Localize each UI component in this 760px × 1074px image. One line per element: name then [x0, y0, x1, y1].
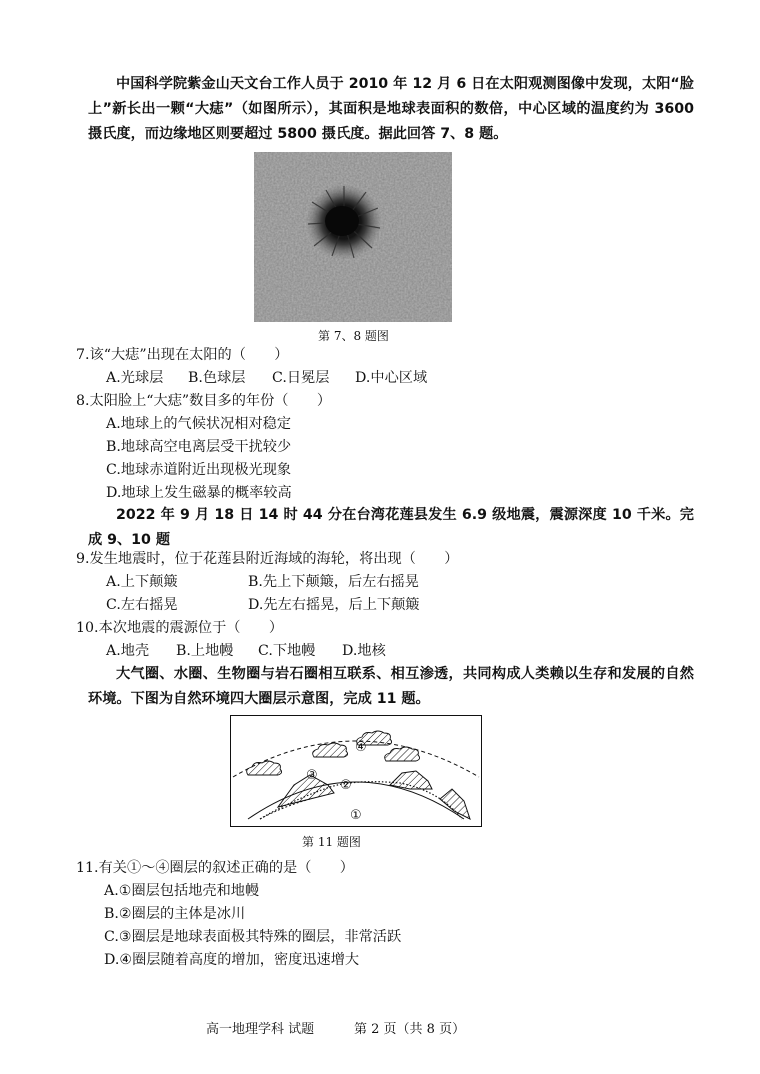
q10-option-d[interactable]: D.地核	[342, 643, 386, 659]
question-8-stem: 8.太阳脸上“大痣”数目多的年份（ ）	[76, 393, 332, 409]
figure-caption-7-8: 第 7、8 题图	[318, 329, 389, 343]
footer-page-number: 第 2 页（共 8 页）	[354, 1022, 466, 1037]
passage-spheres-text: 大气圈、水圈、生物圈与岩石圈相互联系、相互渗透，共同构成人类赖以生存和发展的自然环境。下图为自然环境四大圈层示意图，完成 11 题。	[88, 666, 694, 707]
q7-option-a[interactable]: A.光球层	[106, 370, 164, 386]
q11-option-a[interactable]: A.①圈层包括地壳和地幔	[104, 883, 260, 899]
passage-sunspot	[88, 72, 694, 147]
q8-option-c[interactable]: C.地球赤道附近出现极光现象	[106, 462, 292, 478]
q8-option-d[interactable]: D.地球上发生磁暴的概率较高	[106, 485, 292, 501]
diagram-label-3: ③	[306, 768, 318, 783]
sunspot-photo	[254, 152, 452, 322]
q10-option-a[interactable]: A.地壳	[106, 643, 150, 659]
q11-option-b[interactable]: B.②圈层的主体是冰川	[104, 906, 246, 922]
q11-option-c[interactable]: C.③圈层是地球表面极其特殊的圈层，非常活跃	[104, 929, 402, 945]
passage-sunspot-text: 中国科学院紫金山天文台工作人员于 2010 年 12 月 6 日在太阳观测图像中发现，太阳“脸上”新长出一颗“大痣”（如图所示），其面积是地球表面积的数倍，中心区域的温度约为 3600 摄氏度，而边缘地区则要超过 5800 摄氏度。据此回答 7、8 题。	[88, 76, 694, 142]
question-9-stem: 9.发生地震时，位于花莲县附近海域的海轮，将出现（ ）	[76, 551, 459, 567]
q11-option-d[interactable]: D.④圈层随着高度的增加，密度迅速增大	[104, 952, 360, 968]
q9-option-d[interactable]: D.先左右摇晃，后上下颠簸	[248, 597, 420, 613]
q8-option-b[interactable]: B.地球高空电离层受干扰较少	[106, 439, 292, 455]
diagram-label-4: ④	[355, 740, 367, 755]
diagram-label-2: ②	[340, 778, 352, 793]
question-7-stem: 7.该“大痣”出现在太阳的（ ）	[76, 347, 289, 363]
q7-option-d[interactable]: D.中心区域	[355, 370, 428, 386]
q9-option-c[interactable]: C.左右摇晃	[106, 597, 178, 613]
passage-spheres	[88, 662, 694, 712]
question-11-stem: 11.有关①～④圈层的叙述正确的是（ ）	[76, 860, 354, 876]
q9-option-a[interactable]: A.上下颠簸	[106, 574, 178, 590]
q10-option-b[interactable]: B.上地幔	[176, 643, 234, 659]
passage-earthquake-text: 2022 年 9 月 18 日 14 时 44 分在台湾花莲县发生 6.9 级地震，震源深度 10 千米。完成 9、10 题	[88, 507, 694, 548]
q10-option-c[interactable]: C.下地幔	[258, 643, 316, 659]
q8-option-a[interactable]: A.地球上的气候状况相对稳定	[106, 416, 292, 432]
q7-option-c[interactable]: C.日冕层	[272, 370, 330, 386]
q9-option-b[interactable]: B.先上下颠簸，后左右摇晃	[248, 574, 419, 590]
spheres-diagram	[230, 715, 482, 827]
diagram-label-1: ①	[350, 808, 362, 823]
figure-caption-11: 第 11 题图	[302, 835, 361, 849]
q7-option-b[interactable]: B.色球层	[188, 370, 246, 386]
passage-earthquake	[88, 503, 694, 553]
question-10-stem: 10.本次地震的震源位于（ ）	[76, 620, 284, 636]
footer-subject: 高一地理学科 试题	[206, 1022, 315, 1037]
